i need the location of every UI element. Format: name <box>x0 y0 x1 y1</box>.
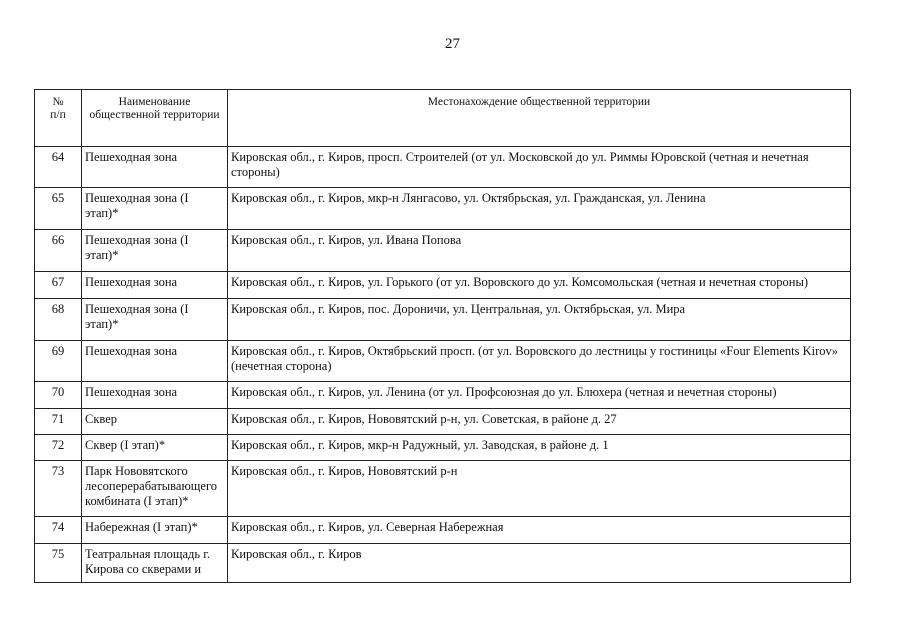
table-row <box>35 272 851 299</box>
territory-name: Парк Нововятского лесоперерабатывающего комбината (I этап)* <box>82 461 228 517</box>
territory-name: Пешеходная зона <box>82 341 228 382</box>
territory-name: Пешеходная зона (I этап)* <box>82 230 228 272</box>
row-number: 73 <box>35 461 82 517</box>
table-row <box>35 517 851 544</box>
territory-location: Кировская обл., г. Киров, Нововятский р-н <box>228 461 851 517</box>
territory-name: Сквер (I этап)* <box>82 435 228 461</box>
table-row <box>35 299 851 341</box>
table-row <box>35 341 851 382</box>
table-row <box>35 544 851 583</box>
territory-name: Пешеходная зона <box>82 272 228 299</box>
row-number: 75 <box>35 544 82 583</box>
territory-location: Кировская обл., г. Киров, Нововятский р-н, ул. Советская, в районе д. 27 <box>228 409 851 435</box>
territory-location: Кировская обл., г. Киров, пос. Дороничи, ул. Центральная, ул. Октябрьская, ул. Мира <box>228 299 851 341</box>
territory-name: Пешеходная зона <box>82 147 228 188</box>
table-row <box>35 230 851 272</box>
territory-name: Сквер <box>82 409 228 435</box>
table-header-row <box>35 90 851 147</box>
territory-location: Кировская обл., г. Киров, ул. Ивана Попова <box>228 230 851 272</box>
header-number-abbr: п/п <box>50 109 66 121</box>
territory-location: Кировская обл., г. Киров, ул. Горького (от ул. Воровского до ул. Комсомольская (четная и нечетная стороны) <box>228 272 851 299</box>
territory-name: Набережная (I этап)* <box>82 517 228 544</box>
table-row <box>35 435 851 461</box>
territories-table <box>34 89 851 583</box>
row-number: 71 <box>35 409 82 435</box>
row-number: 74 <box>35 517 82 544</box>
header-name: Наименование общественной территории <box>82 90 228 147</box>
territory-location: Кировская обл., г. Киров, ул. Ленина (от ул. Профсоюзная до ул. Блюхера (четная и нечетная стороны) <box>228 382 851 409</box>
territory-name: Театральная площадь г. Кирова со скверами и <box>82 544 228 583</box>
row-number: 67 <box>35 272 82 299</box>
header-location: Местонахождение общественной территории <box>228 90 851 147</box>
territory-location: Кировская обл., г. Киров, мкр-н Радужный, ул. Заводская, в районе д. 1 <box>228 435 851 461</box>
row-number: 69 <box>35 341 82 382</box>
territory-location: Кировская обл., г. Киров, просп. Строителей (от ул. Московской до ул. Риммы Юровской (четная и нечетная стороны) <box>228 147 851 188</box>
table-row <box>35 147 851 188</box>
territory-name: Пешеходная зона <box>82 382 228 409</box>
territory-location: Кировская обл., г. Киров, ул. Северная Набережная <box>228 517 851 544</box>
territory-location: Кировская обл., г. Киров, мкр-н Лянгасово, ул. Октябрьская, ул. Гражданская, ул. Ленина <box>228 188 851 230</box>
territory-name: Пешеходная зона (I этап)* <box>82 299 228 341</box>
header-number-symbol: № <box>52 96 64 108</box>
row-number: 64 <box>35 147 82 188</box>
row-number: 65 <box>35 188 82 230</box>
table-row <box>35 188 851 230</box>
row-number: 72 <box>35 435 82 461</box>
table-row <box>35 382 851 409</box>
row-number: 66 <box>35 230 82 272</box>
header-number <box>35 90 82 147</box>
page-number: 27 <box>445 36 460 52</box>
territory-name: Пешеходная зона (I этап)* <box>82 188 228 230</box>
territory-location: Кировская обл., г. Киров, Октябрьский просп. (от ул. Воровского до лестницы у гостиницы «Four Elements Kirov» (нечетная сторона) <box>228 341 851 382</box>
row-number: 70 <box>35 382 82 409</box>
row-number: 68 <box>35 299 82 341</box>
table-row <box>35 409 851 435</box>
table-row <box>35 461 851 517</box>
territory-location: Кировская обл., г. Киров <box>228 544 851 583</box>
